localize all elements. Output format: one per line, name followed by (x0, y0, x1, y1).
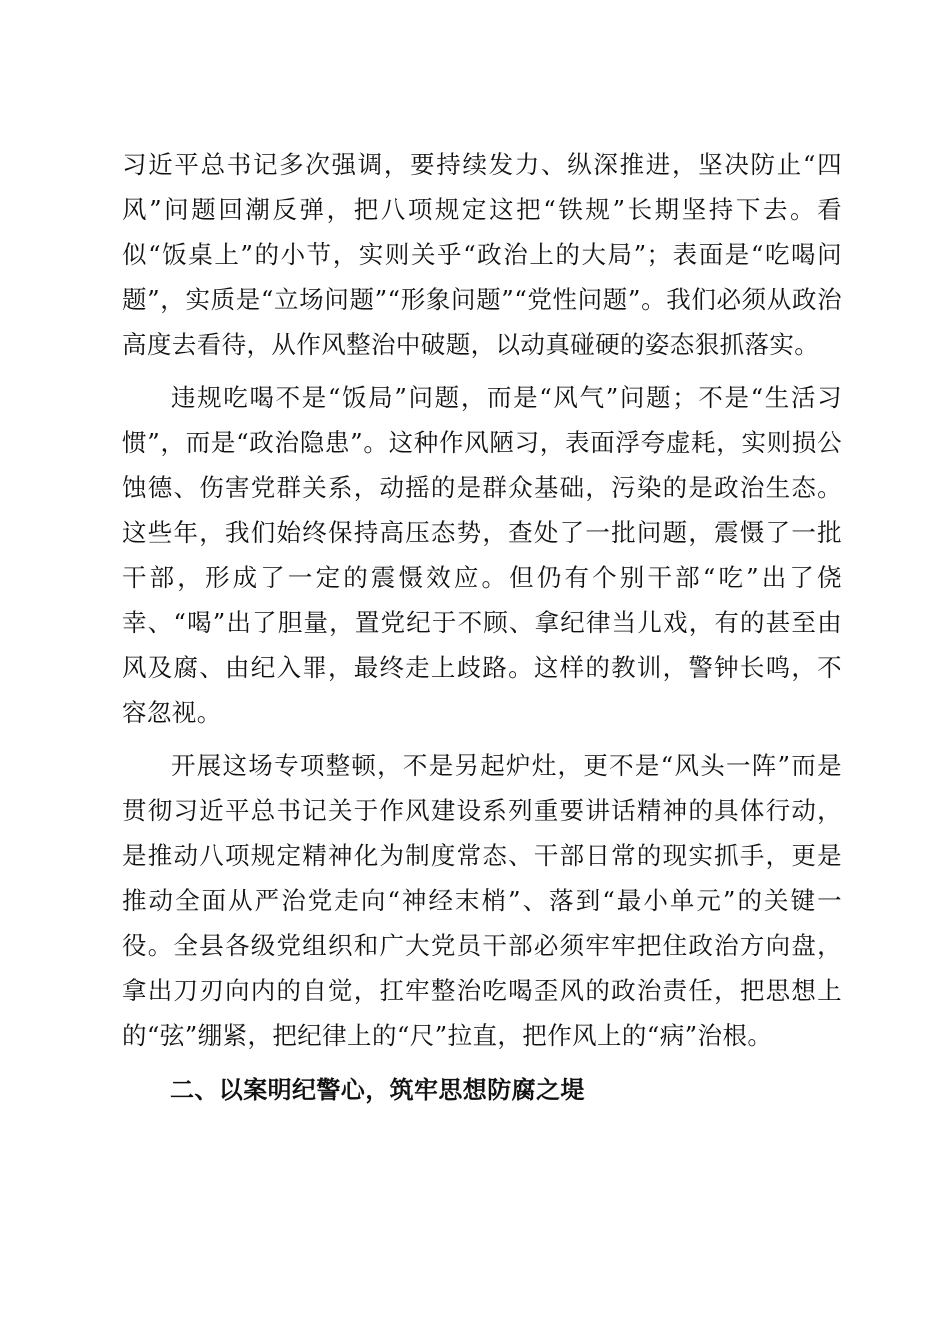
body-paragraph-3: 开展这场专项整顿，不是另起炉灶，更不是“风头一阵”而是贯彻习近平总书记关于作风建设系列重要讲话精神的具体行动，是推动八项规定精神化为制度常态、干部日常的现实抓手，更是推动全面从严治党走向“神经末梢”、落到“最小单元”的关键一役。全县各级党组织和广大党员干部必须牢牢把住政治方向盘，拿出刀刃向内的自觉，扛牢整治吃喝歪风的政治责任，把思想上的“弦”绷紧，把纪律上的“尺”拉直，把作风上的“病”治根。 (122, 751, 842, 1050)
body-paragraph-1: 习近平总书记多次强调，要持续发力、纵深推进，坚决防止“四风”问题回潮反弹，把八项规定这把“铁规”长期坚持下去。看似“饭桌上”的小节，实则关乎“政治上的大局”；表面是“吃喝问题”，实质是“立场问题”“形象问题”“党性问题”。我们必须从政治高度去看待，从作风整治中破题，以动真碰硬的姿态狠抓落实。 (122, 150, 842, 359)
document-body (122, 142, 842, 1113)
body-paragraph-2: 违规吃喝不是“饭局”问题，而是“风气”问题；不是“生活习惯”，而是“政治隐患”。这种作风陋习，表面浮夸虚耗，实则损公蚀德、伤害党群关系，动摇的是群众基础，污染的是政治生态。这些年，我们始终保持高压态势，查处了一批问题，震慑了一批干部，形成了一定的震慑效应。但仍有个别干部“吃”出了侥幸、“喝”出了胆量，置党纪于不顾、拿纪律当儿戏，有的甚至由风及腐、由纪入罪，最终走上歧路。这样的教训，警钟长鸣，不容忽视。 (122, 383, 842, 727)
section-heading: 二、以案明纪警心，筑牢思想防腐之堤 (170, 1076, 585, 1104)
